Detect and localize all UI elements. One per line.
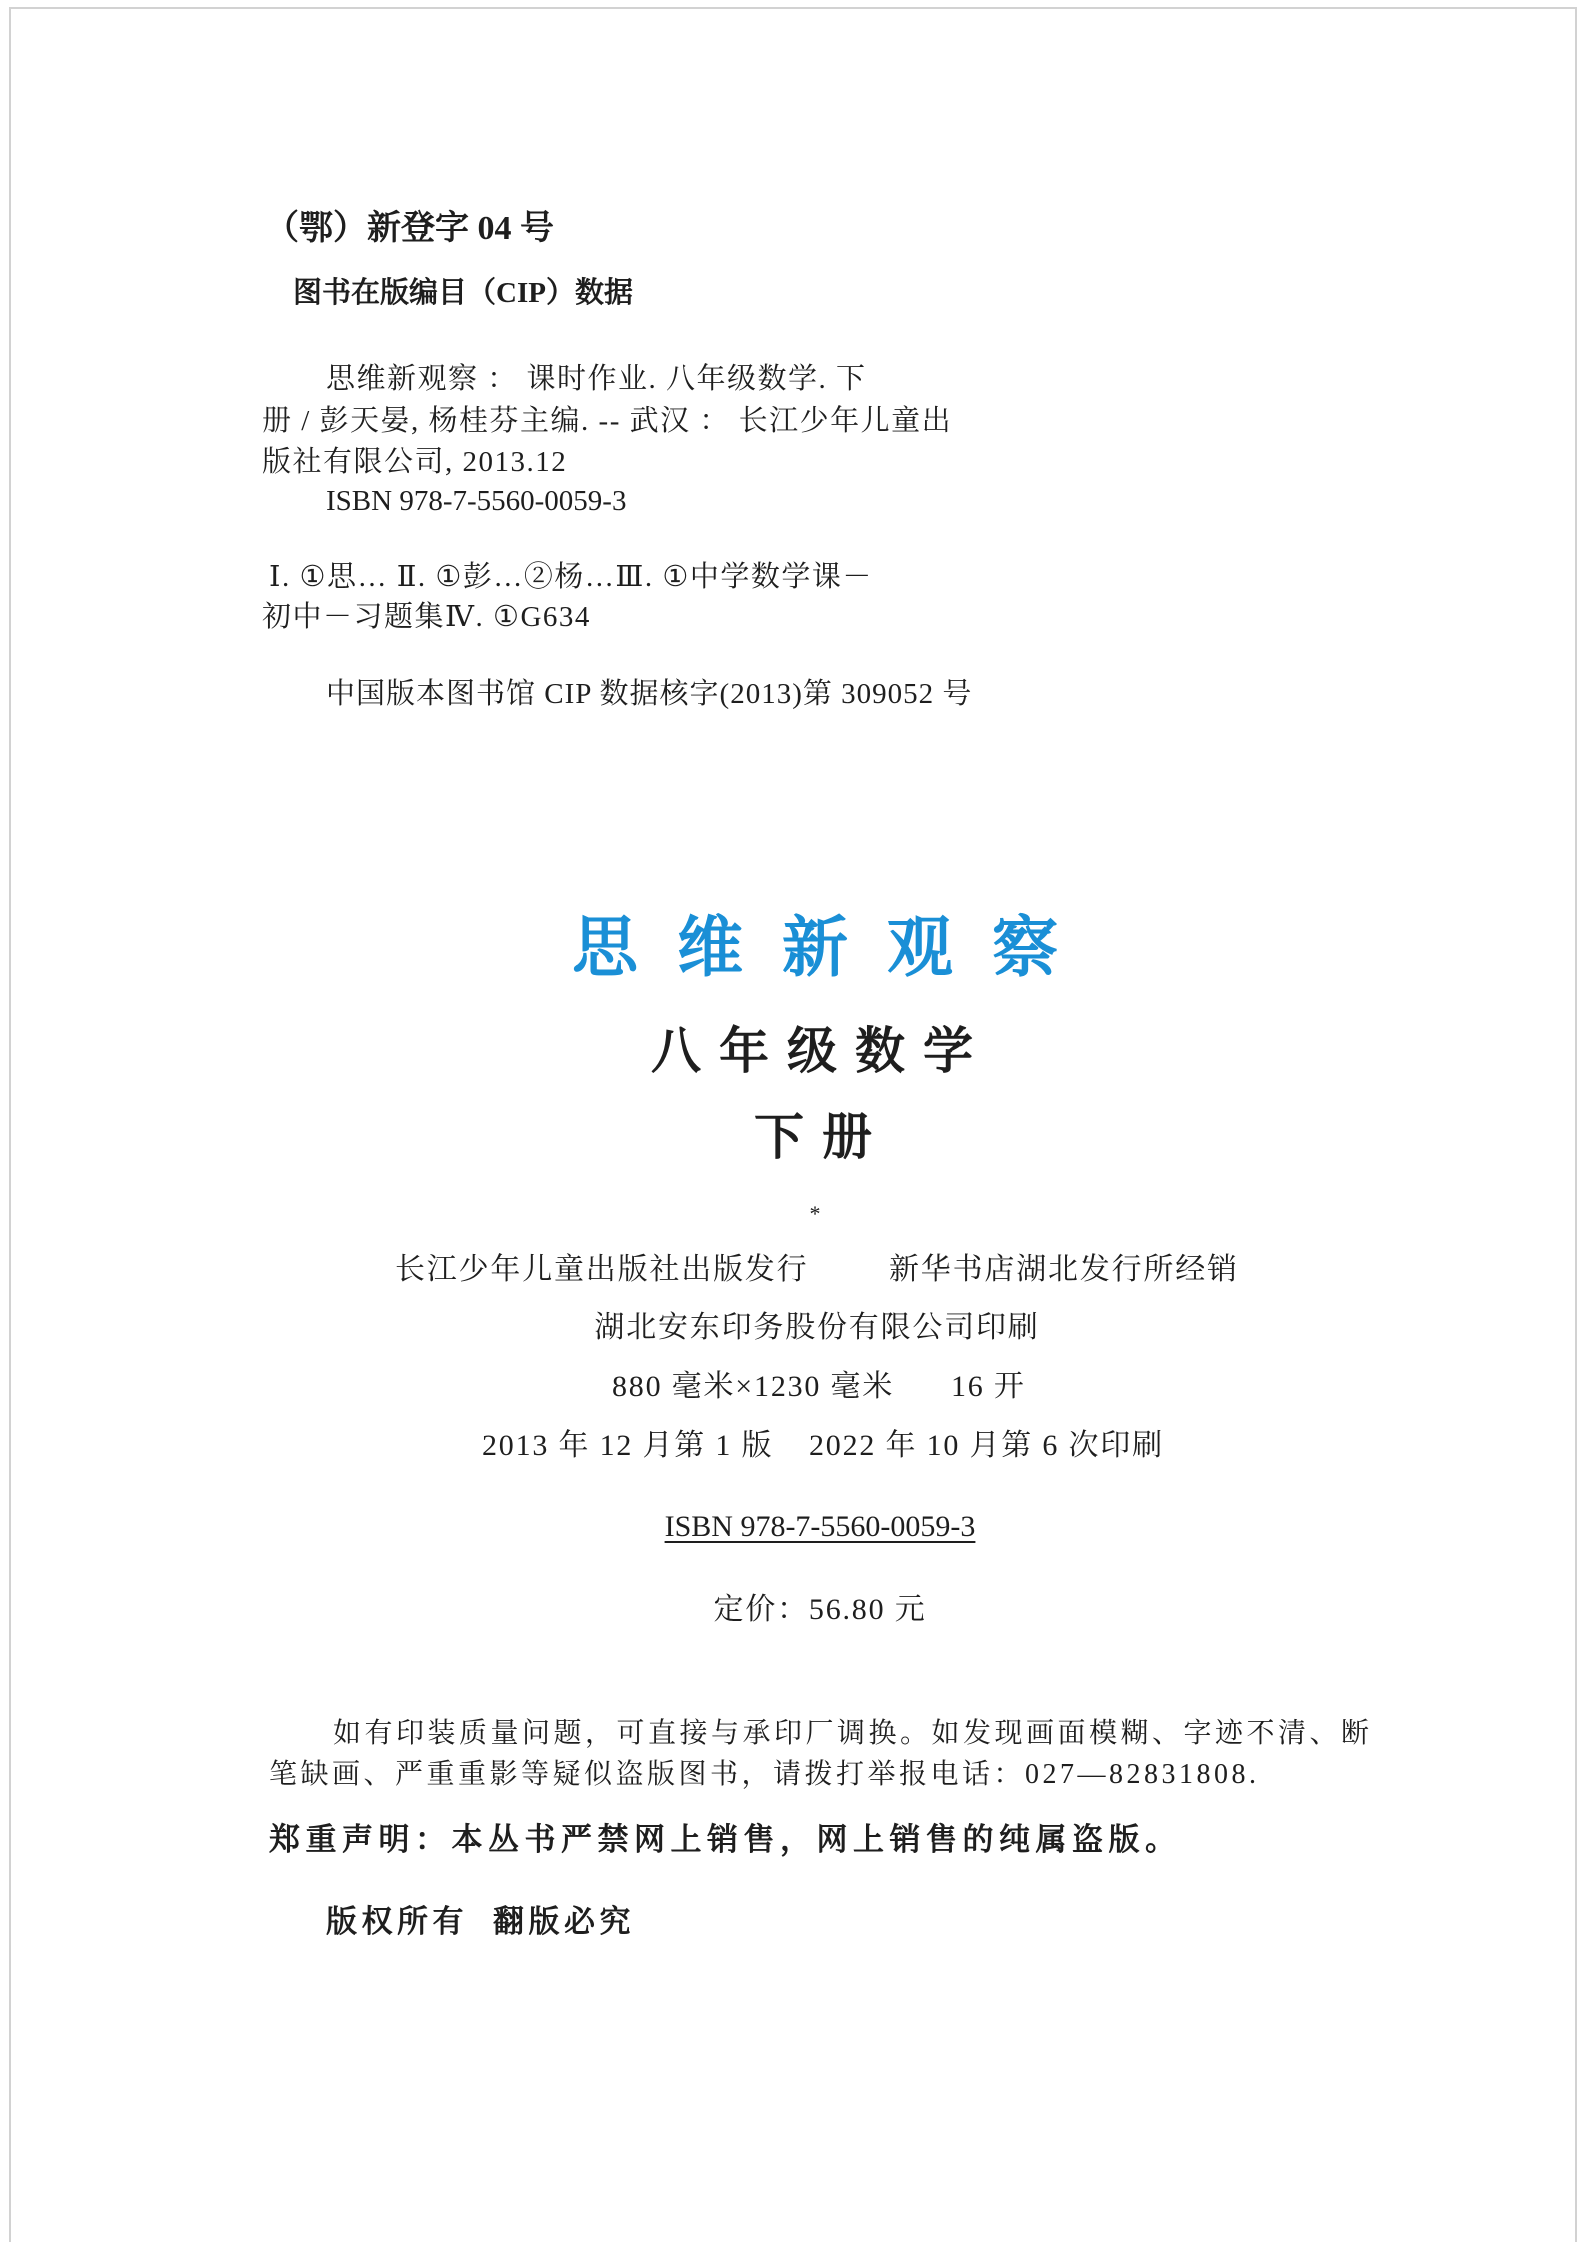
publisher-credit: 长江少年儿童出版社出版发行 — [395, 1253, 809, 1286]
edition-current: 2022 年 10 月第 6 次印刷 — [809, 1429, 1164, 1462]
cip-publisher-line: 版社有限公司, 2013.12 — [262, 446, 568, 478]
isbn-number: ISBN 978-7-5560-0059-3 — [664, 1510, 976, 1543]
quality-notice-line: 笔缺画、严重重影等疑似盗版图书，请拨打举报电话：027—82831808. — [269, 1759, 1260, 1790]
price: 定价：56.80 元 — [713, 1593, 927, 1626]
reprint-prohibited: 翻版必究 — [493, 1904, 635, 1939]
book-subject: 八年级数学 — [651, 1022, 991, 1080]
cip-classification-line: Ⅰ. ①思… Ⅱ. ①彭…②杨…Ⅲ. ①中学数学课－ — [269, 561, 873, 593]
edition-first: 2013 年 12 月第 1 版 — [482, 1429, 774, 1462]
cip-heading: 图书在版编目（CIP）数据 — [293, 277, 633, 309]
left-border-rule — [9, 7, 11, 2242]
cip-isbn: ISBN 978-7-5560-0059-3 — [326, 485, 627, 517]
right-border-rule — [1575, 7, 1577, 2242]
distributor-credit: 新华书店湖北发行所经销 — [889, 1253, 1239, 1286]
cip-title-line: 思维新观察 ： 课时作业. 八年级数学. 下 — [326, 363, 867, 395]
quality-notice-line: 如有印装质量问题，可直接与承印厂调换。如发现画面模糊、字迹不清、断 — [333, 1718, 1373, 1749]
format-size: 880 毫米×1230 毫米 — [612, 1370, 895, 1403]
top-border-rule — [9, 7, 1577, 9]
book-volume: 下册 — [754, 1108, 890, 1166]
cip-classification-line: 初中－习题集Ⅳ. ①G634 — [262, 601, 591, 633]
format-sheets: 16 开 — [951, 1370, 1026, 1403]
cip-approval-number: 中国版本图书馆 CIP 数据核字(2013)第 309052 号 — [326, 678, 973, 710]
registration-number: （鄂）新登字 04 号 — [265, 210, 554, 247]
separator-star: * — [809, 1201, 821, 1226]
printer-credit: 湖北安东印务股份有限公司印刷 — [594, 1311, 1040, 1344]
copyright-reserved: 版权所有 — [326, 1904, 468, 1939]
online-sales-declaration: 郑重声明：本丛书严禁网上销售，网上销售的纯属盗版。 — [269, 1822, 1182, 1857]
book-title: 思维新观察 — [572, 909, 1097, 986]
cip-editor-line: 册 / 彭天晏, 杨桂芬主编. -- 武汉 ： 长江少年儿童出 — [262, 405, 953, 437]
